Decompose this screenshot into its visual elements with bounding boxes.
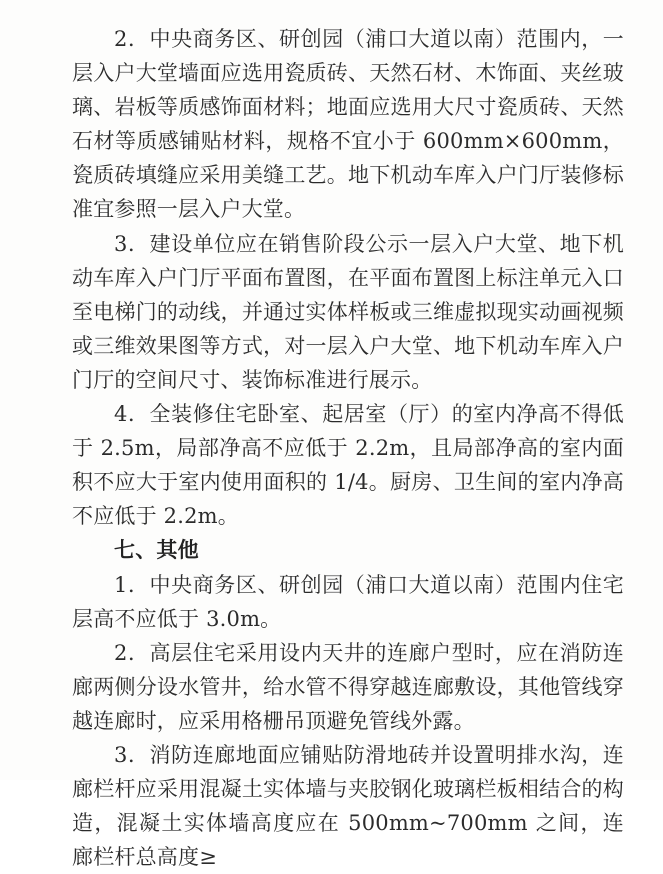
section-paragraph-2-pipe-shafts: 2．高层住宅采用设内天井的连廊户型时，应在消防连廊两侧分设水管井，给水管不得穿越连廊敷设，其他管线穿越连廊时，应采用格栅吊顶避免管线外露。: [72, 640, 624, 733]
section-heading-other: 七、其他: [114, 537, 199, 563]
paragraph-3-sales-disclosure: 3．建设单位应在销售阶段公示一层入户大堂、地下机动车库入户门厅平面布置图，在平面布置图上标注单元入口至电梯门的动线，并通过实体样板或三维虚拟现实动画视频或三维效果图等方式，对一层入户大堂、地下机动车库入户门厅的空间尺寸、装饰标准进行展示。: [72, 231, 624, 392]
paragraph-4-ceiling-height: 4．全装修住宅卧室、起居室（厅）的室内净高不得低于 2.5m，局部净高不应低于 2.2m，且局部净高的室内面积不应大于室内使用面积的 1/4。厨房、卫生间的室内净高不应低于 2.2m。: [72, 402, 624, 529]
paragraph-2-lobby-materials: 2．中央商务区、研创园（浦口大道以南）范围内，一层入户大堂墙面应选用瓷质砖、天然石材、木饰面、夹丝玻璃、岩板等质感饰面材料；地面应选用大尺寸瓷质砖、天然石材等质感铺贴材料，规格不宜小于 600mm×600mm，瓷质砖填缝应采用美缝工艺。地下机动车库入户门厅装修标准宜参照一层入户大堂。: [72, 27, 624, 222]
section-paragraph-1-floor-height: 1．中央商务区、研创园（浦口大道以南）范围内住宅层高不应低于 3.0m。: [72, 572, 624, 631]
document-body: [72, 22, 624, 874]
section-paragraph-3-corridor-railing: 3．消防连廊地面应铺贴防滑地砖并设置明排水沟，连廊栏杆应采用混凝土实体墙与夹胶钢化玻璃栏板相结合的构造，混凝土实体墙高度应在 500mm~700mm 之间，连廊栏杆总高度≥: [72, 742, 624, 870]
